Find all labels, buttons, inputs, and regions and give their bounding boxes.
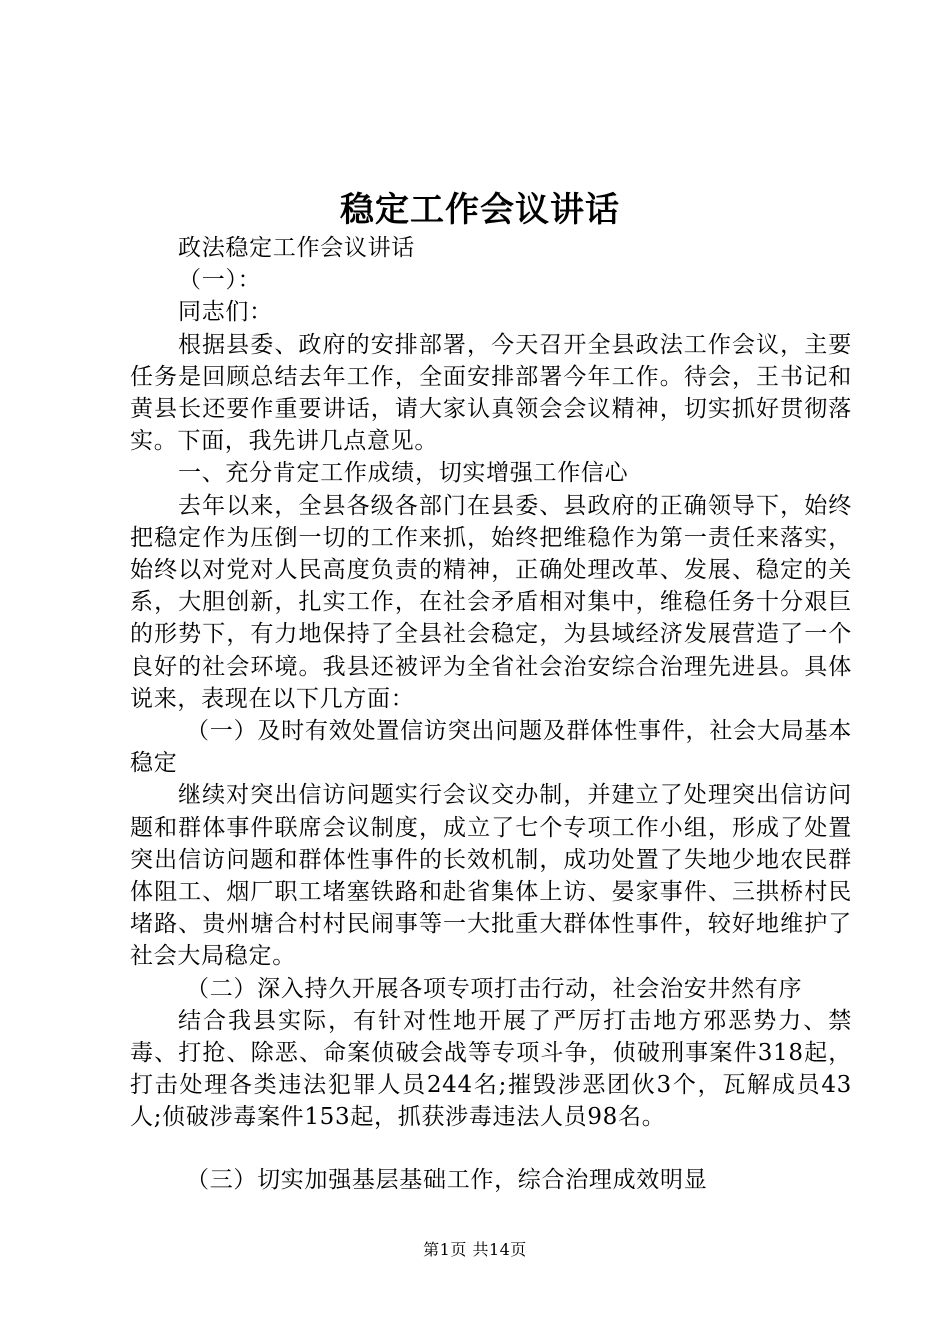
- subheading-two: （二）深入持久开展各项专项打击行动，社会治安井然有序: [186, 975, 803, 1002]
- body-paragraph: 去年以来，全县各级各部门在县委、县政府的正确领导下，始终把稳定作为压倒一切的工作来抓，始终把维稳作为第一责任来落实，始终以对党对人民高度负责的精神，正确处理改革、发展、稳定的关系，大胆创新，扎实工作，在社会矛盾相对集中，维稳任务十分艰巨的形势下，有力地保持了全县社会稳定，为县域经济发展营造了一个良好的社会环境。我县还被评为全省社会治安综合治理先进县。具体说来，表现在以下几方面：: [130, 492, 852, 712]
- heading-one: 一、充分肯定工作成绩，切实增强工作信心: [178, 460, 629, 487]
- section-marker: （一）：: [178, 267, 262, 294]
- subheading-three: （三）切实加强基层基础工作，综合治理成效明显: [186, 1166, 708, 1193]
- intro-paragraph: 根据县委、政府的安排部署，今天召开全县政法工作会议，主要任务是回顾总结去年工作，全面安排部署今年工作。待会，王书记和黄县长还要作重要讲话，请大家认真领会会议精神，切实抓好贯彻落实。下面，我先讲几点意见。: [130, 331, 852, 455]
- page-number-footer: 第1页 共14页: [423, 1240, 527, 1259]
- salutation: 同志们：: [178, 299, 273, 326]
- subtitle-paragraph: 政法稳定工作会议讲话: [178, 235, 415, 261]
- document-body: [130, 232, 852, 1196]
- subheading-one: （一）及时有效处置信访突出问题及群体性事件，社会大局基本稳定: [130, 718, 852, 777]
- body-paragraph: 结合我县实际，有针对性地开展了严厉打击地方邪恶势力、禁毒、打抢、除恶、命案侦破会战等专项斗争，侦破刑事案件318起，打击处理各类违法犯罪人员244名;摧毁涉恶团伙3个，瓦解成员43人;侦破涉毒案件153起，抓获涉毒违法人员98名。: [130, 1007, 852, 1131]
- body-paragraph: 继续对突出信访问题实行会议交办制，并建立了处理突出信访问题和群体事件联席会议制度，成立了七个专项工作小组，形成了处置突出信访问题和群体性事件的长效机制，成功处置了失地少地农民群体阻工、烟厂职工堵塞铁路和赴省集体上访、晏家事件、三拱桥村民堵路、贵州塘合村村民闹事等一大批重大群体性事件，较好地维护了社会大局稳定。: [130, 782, 852, 970]
- document-title: 稳定工作会议讲话: [340, 190, 620, 230]
